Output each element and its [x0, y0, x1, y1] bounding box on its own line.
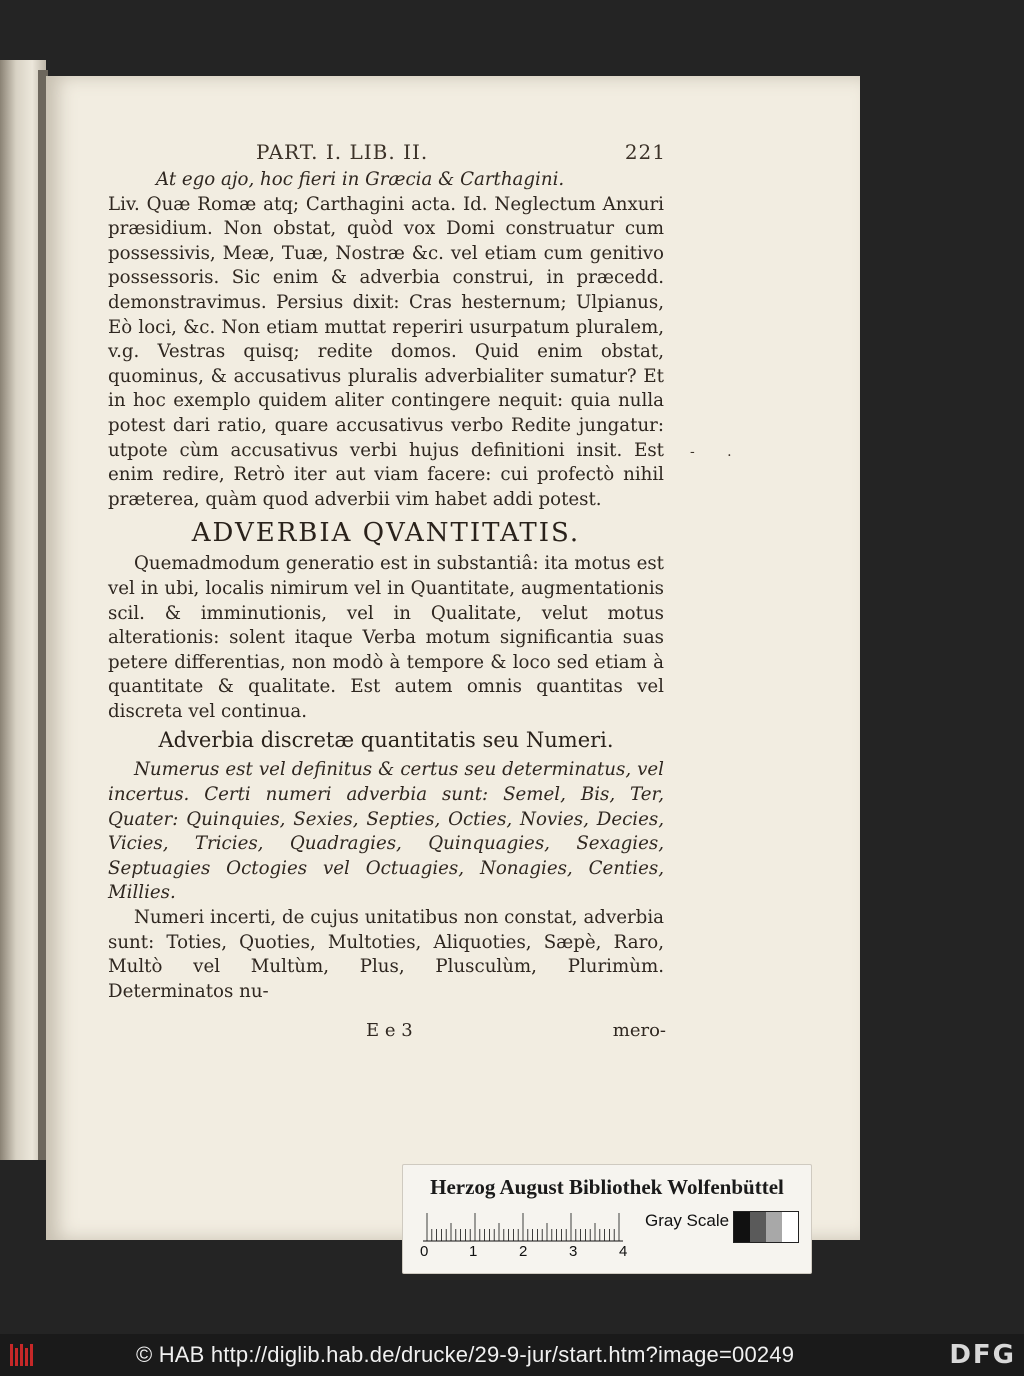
page-number: 221: [624, 140, 666, 164]
color-reference-card: [402, 1164, 812, 1274]
copyright-url[interactable]: © HAB http://diglib.hab.de/drucke/29-9-jur/start.htm?image=00249: [136, 1342, 795, 1367]
swatch-dark-gray: [750, 1212, 766, 1242]
swatch-black: [734, 1212, 750, 1242]
paragraph-2: Quemadmodum generatio est in substantiâ: ita motus est vel in ubi, localis nimirum vel in Quantitate, augmentationis scil. & imminutionis, vel in Qualitate, velut motus alterationis: solent itaque Verba motum significantia suas petere differentias, non modò à tempore & loco sed etiam à quantitate & qualitate. Est autem omnis quantitas vel discreta vel continua.: [108, 553, 664, 722]
ruler-scale: [423, 1211, 623, 1245]
subsection-heading-numeri: Adverbia discretæ quantitatis seu Numeri.: [158, 728, 614, 753]
margin-mark: - .: [690, 444, 746, 460]
ruler-label-4: 4: [619, 1243, 628, 1260]
page-footer: [256, 1020, 666, 1046]
ruler-label-3: 3: [569, 1243, 578, 1260]
swatch-light-gray: [766, 1212, 782, 1242]
gray-scale-label: Gray Scale: [645, 1211, 730, 1230]
running-head-title: PART. I. LIB. II.: [256, 140, 429, 164]
quote-line: At ego ajo, hoc fieri in Græcia & Carthagini.: [156, 169, 565, 190]
hab-logo-icon: [8, 1340, 38, 1370]
ruler-label-0: 0: [420, 1243, 429, 1260]
page-text: [108, 168, 664, 1004]
footer-bar: [0, 1334, 1024, 1376]
paragraph-4: Numeri incerti, de cujus unitatibus non constat, adverbia sunt: Toties, Quoties, Multoties, Aliquoties, Sæpè, Raro, Multò vel Multùm, Plus, Plusculùm, Plurimùm. Determinatos nu-: [108, 907, 664, 1002]
paragraph-1: Liv. Quæ Romæ atq; Carthagini acta. Id. Neglectum Anxuri præsidium. Non obstat, quòd vox Domi construatur cum possessivis, Meæ, Tuæ, Nostræ &c. vel etiam cum genitivo possessoris. Sic enim & adverbia construi, in præcedd. demonstravimus. Persius dixit: Cras hesternum; Ulpianus, Eò loci, &c. Non etiam muttat reperiri usurpatum pluralem, v.g. Vestras quisq; redite domos. Quid enim obstat, quominus, & accusativus pluralis adverbialiter sumatur? Et in hoc exemplo quidem aliter contingere nequit: quia nulla potest dari ratio, quare accusativus verbo Redite jungatur: utpote cùm accusativus verbi hujus definitioni insit. Est enim redire, Retrò iter aut viam facere: cui profectò nihil præterea, quàm quod adverbii vim habet addi potest.: [108, 193, 664, 510]
gray-scale-swatch: [733, 1211, 799, 1243]
section-heading-quantitatis: ADVERBIA QVANTITATIS.: [191, 518, 581, 549]
library-name: Herzog August Bibliothek Wolfenbüttel: [430, 1175, 784, 1199]
swatch-white: [782, 1212, 798, 1242]
catchword: mero-: [612, 1020, 666, 1041]
scanned-page: [46, 76, 860, 1240]
ruler-label-1: 1: [469, 1243, 478, 1260]
dfg-logo: DFG: [949, 1340, 1016, 1370]
signature-mark: E e 3: [366, 1020, 413, 1041]
paragraph-3: Numerus est vel definitus & certus seu determinatus, vel incertus. Certi numeri adverbia sunt: Semel, Bis, Ter, Quater: Quinquies, Sexies, Septies, Octies, Novies, Decies, Vicies, Tricies, Quadragies, Quinquagies, Sexagies, Septuagies Octogies vel Octuagies, Nonagies, Centies, Millies.: [108, 759, 664, 904]
ruler-label-2: 2: [519, 1243, 528, 1260]
